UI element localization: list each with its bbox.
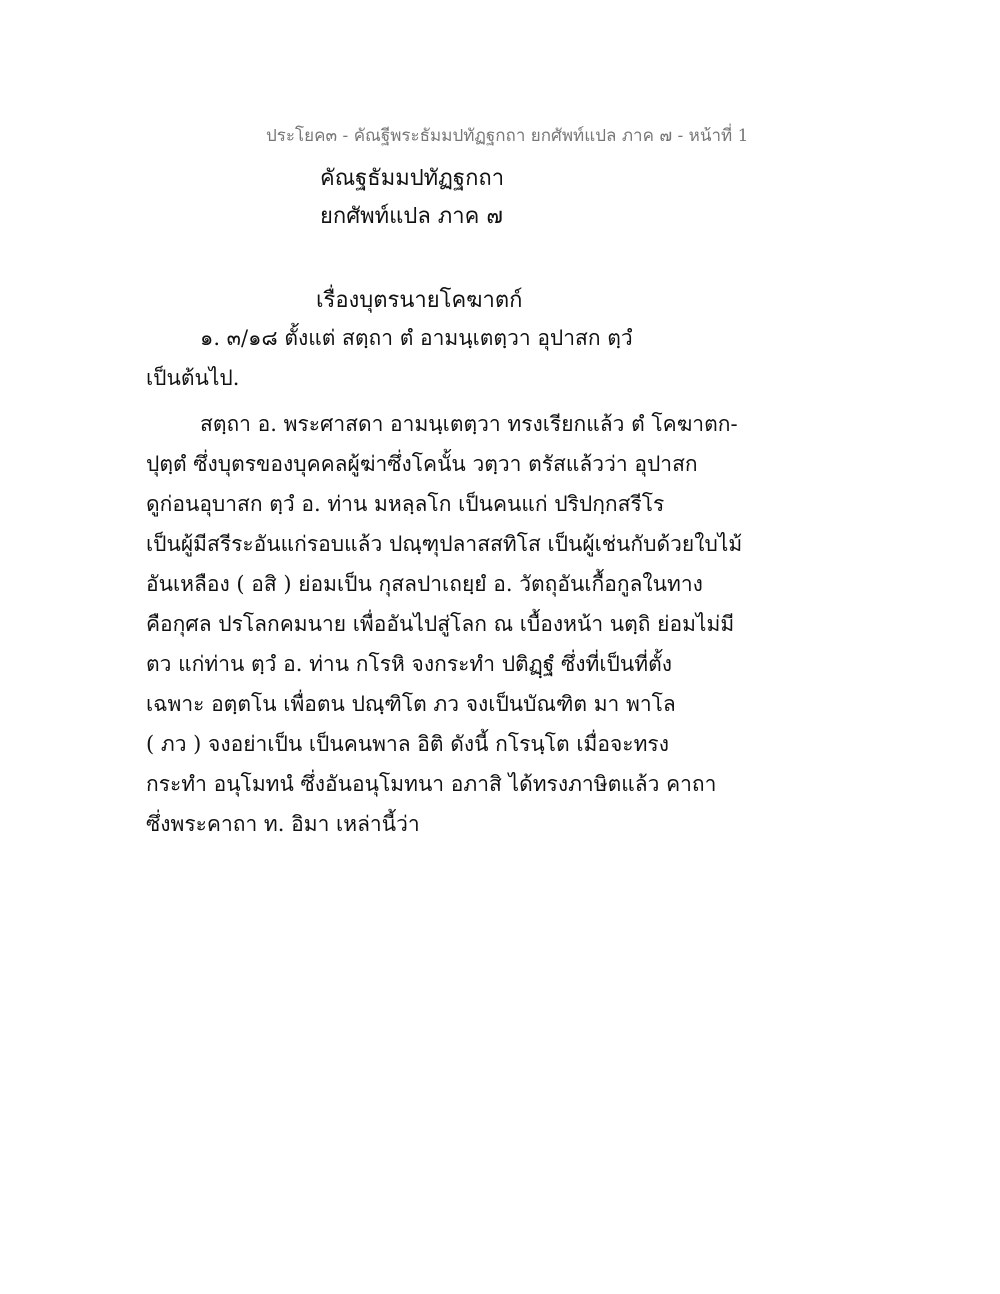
story-title: เรื่องบุตรนายโคฆาตก์ bbox=[316, 288, 523, 313]
body-text bbox=[146, 318, 743, 844]
body-line: กระทำ อนุโมทนํ ซึ่งอันอนุโมทนา อภาสิ ได้ทรงภาษิตแล้ว คาถา bbox=[146, 772, 717, 796]
body-line: ตว แก่ท่าน ตฺวํ อ. ท่าน กโรหิ จงกระทำ ปติฏฺฐํ ซึ่งที่เป็นที่ตั้ง bbox=[146, 652, 672, 676]
body-line: ปุตฺตํ ซึ่งบุตรของบุคคลผู้ฆ่าซึ่งโคนั้น วตฺวา ตรัสแล้วว่า อุปาสก bbox=[146, 452, 698, 476]
body-line: เป็นผู้มีสรีระอันแก่รอบแล้ว ปณฺฑุปลาสสทิโส เป็นผู้เช่นกับด้วยใบไม้ bbox=[146, 532, 743, 556]
body-line: เป็นต้นไป. bbox=[146, 366, 240, 390]
body-line: เฉพาะ อตฺตโน เพื่อตน ปณฺฑิโต ภว จงเป็นบัณฑิต มา พาโล bbox=[146, 692, 676, 716]
body-line: คือกุศล ปรโลกคมนาย เพื่ออันไปสู่โลก ณ เบื้องหน้า นตฺถิ ย่อมไม่มี bbox=[146, 612, 735, 636]
body-line: ซึ่งพระคาถา ท. อิมา เหล่านี้ว่า bbox=[146, 812, 420, 836]
body-line: สตฺถา อ. พระศาสดา อามนฺเตตฺวา ทรงเรียกแล้ว ตํ โคฆาตก- bbox=[200, 412, 738, 436]
document-subtitle: ยกศัพท์แปล ภาค ๗ bbox=[320, 204, 503, 229]
document-title: คัณฐธัมมปทัฏฐกถา bbox=[320, 166, 505, 191]
body-line: อันเหลือง ( อสิ ) ย่อมเป็น กุสลปาเถยฺยํ อ. วัตถุอันเกื้อกูลในทาง bbox=[146, 572, 703, 596]
body-line: ดูก่อนอุบาสก ตฺวํ อ. ท่าน มหลฺลโก เป็นคนแก่ ปริปกฺกสรีโร bbox=[146, 492, 665, 516]
running-header: ประโยค๓ - คัณฐีพระธัมมปทัฏฐกถา ยกศัพท์แปล ภาค ๗ - หน้าที่ 1 bbox=[266, 126, 749, 146]
body-line: ( ภว ) จงอย่าเป็น เป็นคนพาล อิติ ดังนี้ กโรนฺโต เมื่อจะทรง bbox=[146, 732, 669, 756]
body-line: ๑. ๓/๑๘ ตั้งแต่ สตฺถา ตํ อามนฺเตตฺวา อุปาสก ตฺวํ bbox=[200, 326, 633, 350]
